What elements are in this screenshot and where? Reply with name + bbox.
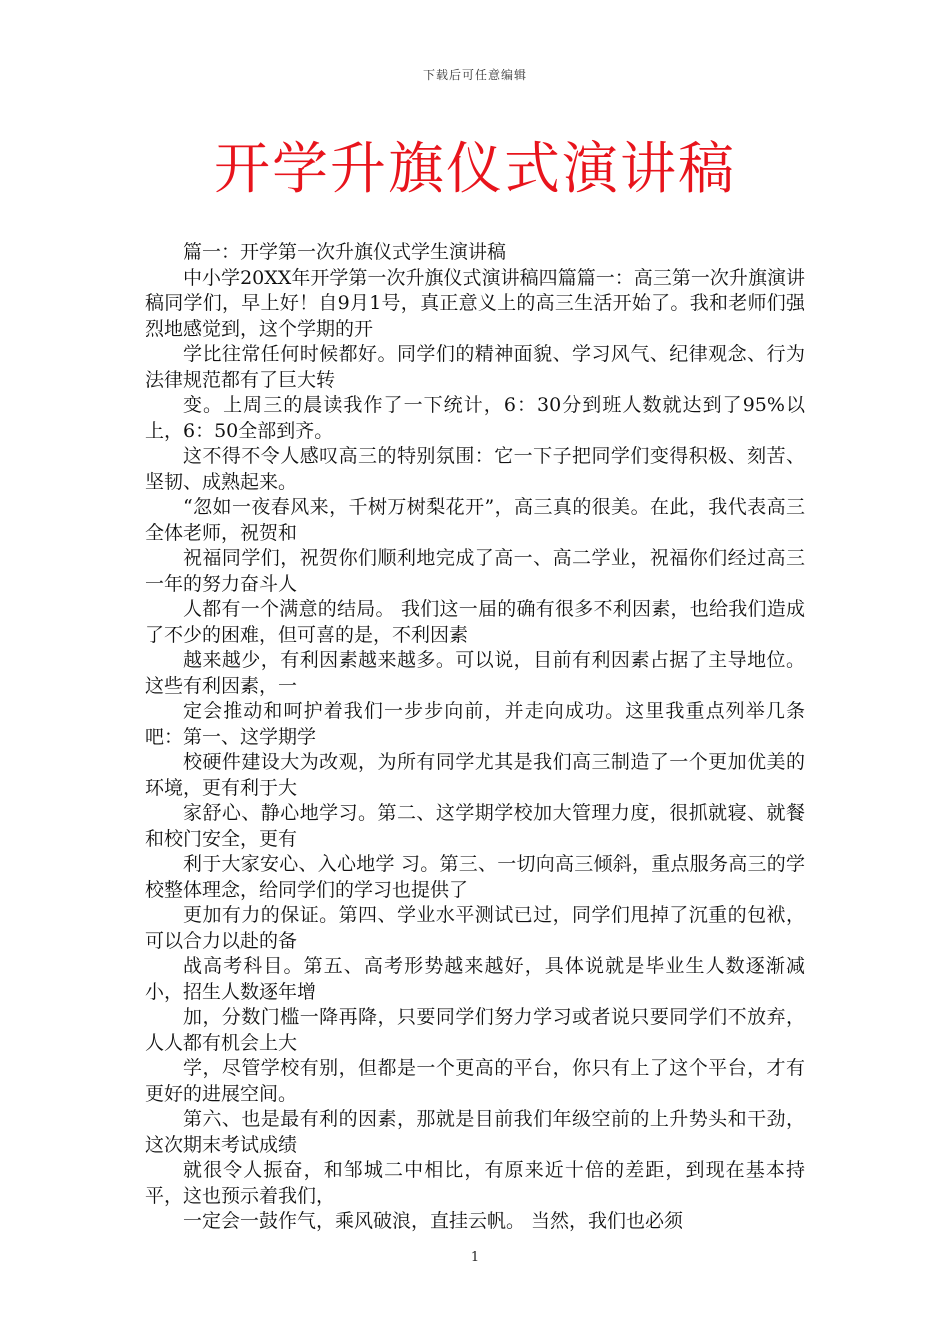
- paragraph: 定会推动和呵护着我们一步步向前，并走向成功。这里我重点列举几条吧：第一、这学期学: [145, 700, 805, 748]
- paragraph: 人都有一个满意的结局。 我们这一届的确有很多不利因素，也给我们造成了不少的困难，但可喜的是，不利因素: [145, 598, 805, 646]
- paragraph: 校硬件建设大为改观，为所有同学尤其是我们高三制造了一个更加优美的环境，更有利于大: [145, 751, 805, 799]
- paragraph: 这不得不令人感叹高三的特别氛围：它一下子把同学们变得积极、刻苦、坚韧、成熟起来。: [145, 445, 805, 493]
- paragraph: “忽如一夜春风来，千树万树梨花开”，高三真的很美。在此，我代表高三全体老师，祝贺和: [145, 496, 805, 544]
- page-title: 开学升旗仪式演讲稿: [214, 137, 736, 202]
- paragraph: 战高考科目。第五、高考形势越来越好，具体说就是毕业生人数逐渐减小，招生人数逐年增: [145, 955, 805, 1003]
- paragraph: 一定会一鼓作气，乘风破浪，直挂云帆。 当然，我们也必须: [183, 1210, 684, 1232]
- paragraph: 家舒心、静心地学习。第二、这学期学校加大管理力度，很抓就寝、就餐和校门安全，更有: [145, 802, 805, 850]
- paragraph: 就很令人振奋，和邹城二中相比，有原来近十倍的差距，到现在基本持平，这也预示着我们，: [145, 1159, 805, 1207]
- paragraph: 变。上周三的晨读我作了一下统计，6：30分到班人数就达到了95%以上，6：50全部到齐。: [145, 394, 805, 442]
- paragraph: 学比往常任何时候都好。同学们的精神面貌、学习风气、纪律观念、行为法律规范都有了巨大转: [145, 343, 805, 391]
- paragraph: 第六、也是最有利的因素，那就是目前我们年级空前的上升势头和干劲，这次期末考试成绩: [145, 1108, 805, 1156]
- paragraph: 学，尽管学校有别，但都是一个更高的平台，你只有上了这个平台，才有更好的进展空间。: [145, 1057, 805, 1105]
- header-note: 下载后可任意编辑: [422, 68, 527, 82]
- body-text: [145, 240, 805, 1235]
- paragraph: 篇一：开学第一次升旗仪式学生演讲稿: [183, 241, 507, 263]
- paragraph: 中小学20XX年开学第一次升旗仪式演讲稿四篇篇一：高三第一次升旗演讲稿同学们，早上好！自9月1号，真正意义上的高三生活开始了。我和老师们强烈地感觉到，这个学期的开: [145, 266, 805, 340]
- page-number: 1: [470, 1250, 480, 1265]
- paragraph: 加，分数门槛一降再降，只要同学们努力学习或者说只要同学们不放弃，人人都有机会上大: [145, 1006, 805, 1054]
- paragraph: 祝福同学们，祝贺你们顺利地完成了高一、高二学业，祝福你们经过高三一年的努力奋斗人: [145, 547, 805, 595]
- paragraph: 更加有力的保证。第四、学业水平测试已过，同学们甩掉了沉重的包袱，可以合力以赴的备: [145, 904, 805, 952]
- paragraph: 利于大家安心、入心地学 习。第三、一切向高三倾斜，重点服务高三的学校整体理念，给同学们的学习也提供了: [145, 853, 805, 901]
- paragraph: 越来越少，有利因素越来越多。可以说，目前有利因素占据了主导地位。这些有利因素，一: [145, 649, 805, 697]
